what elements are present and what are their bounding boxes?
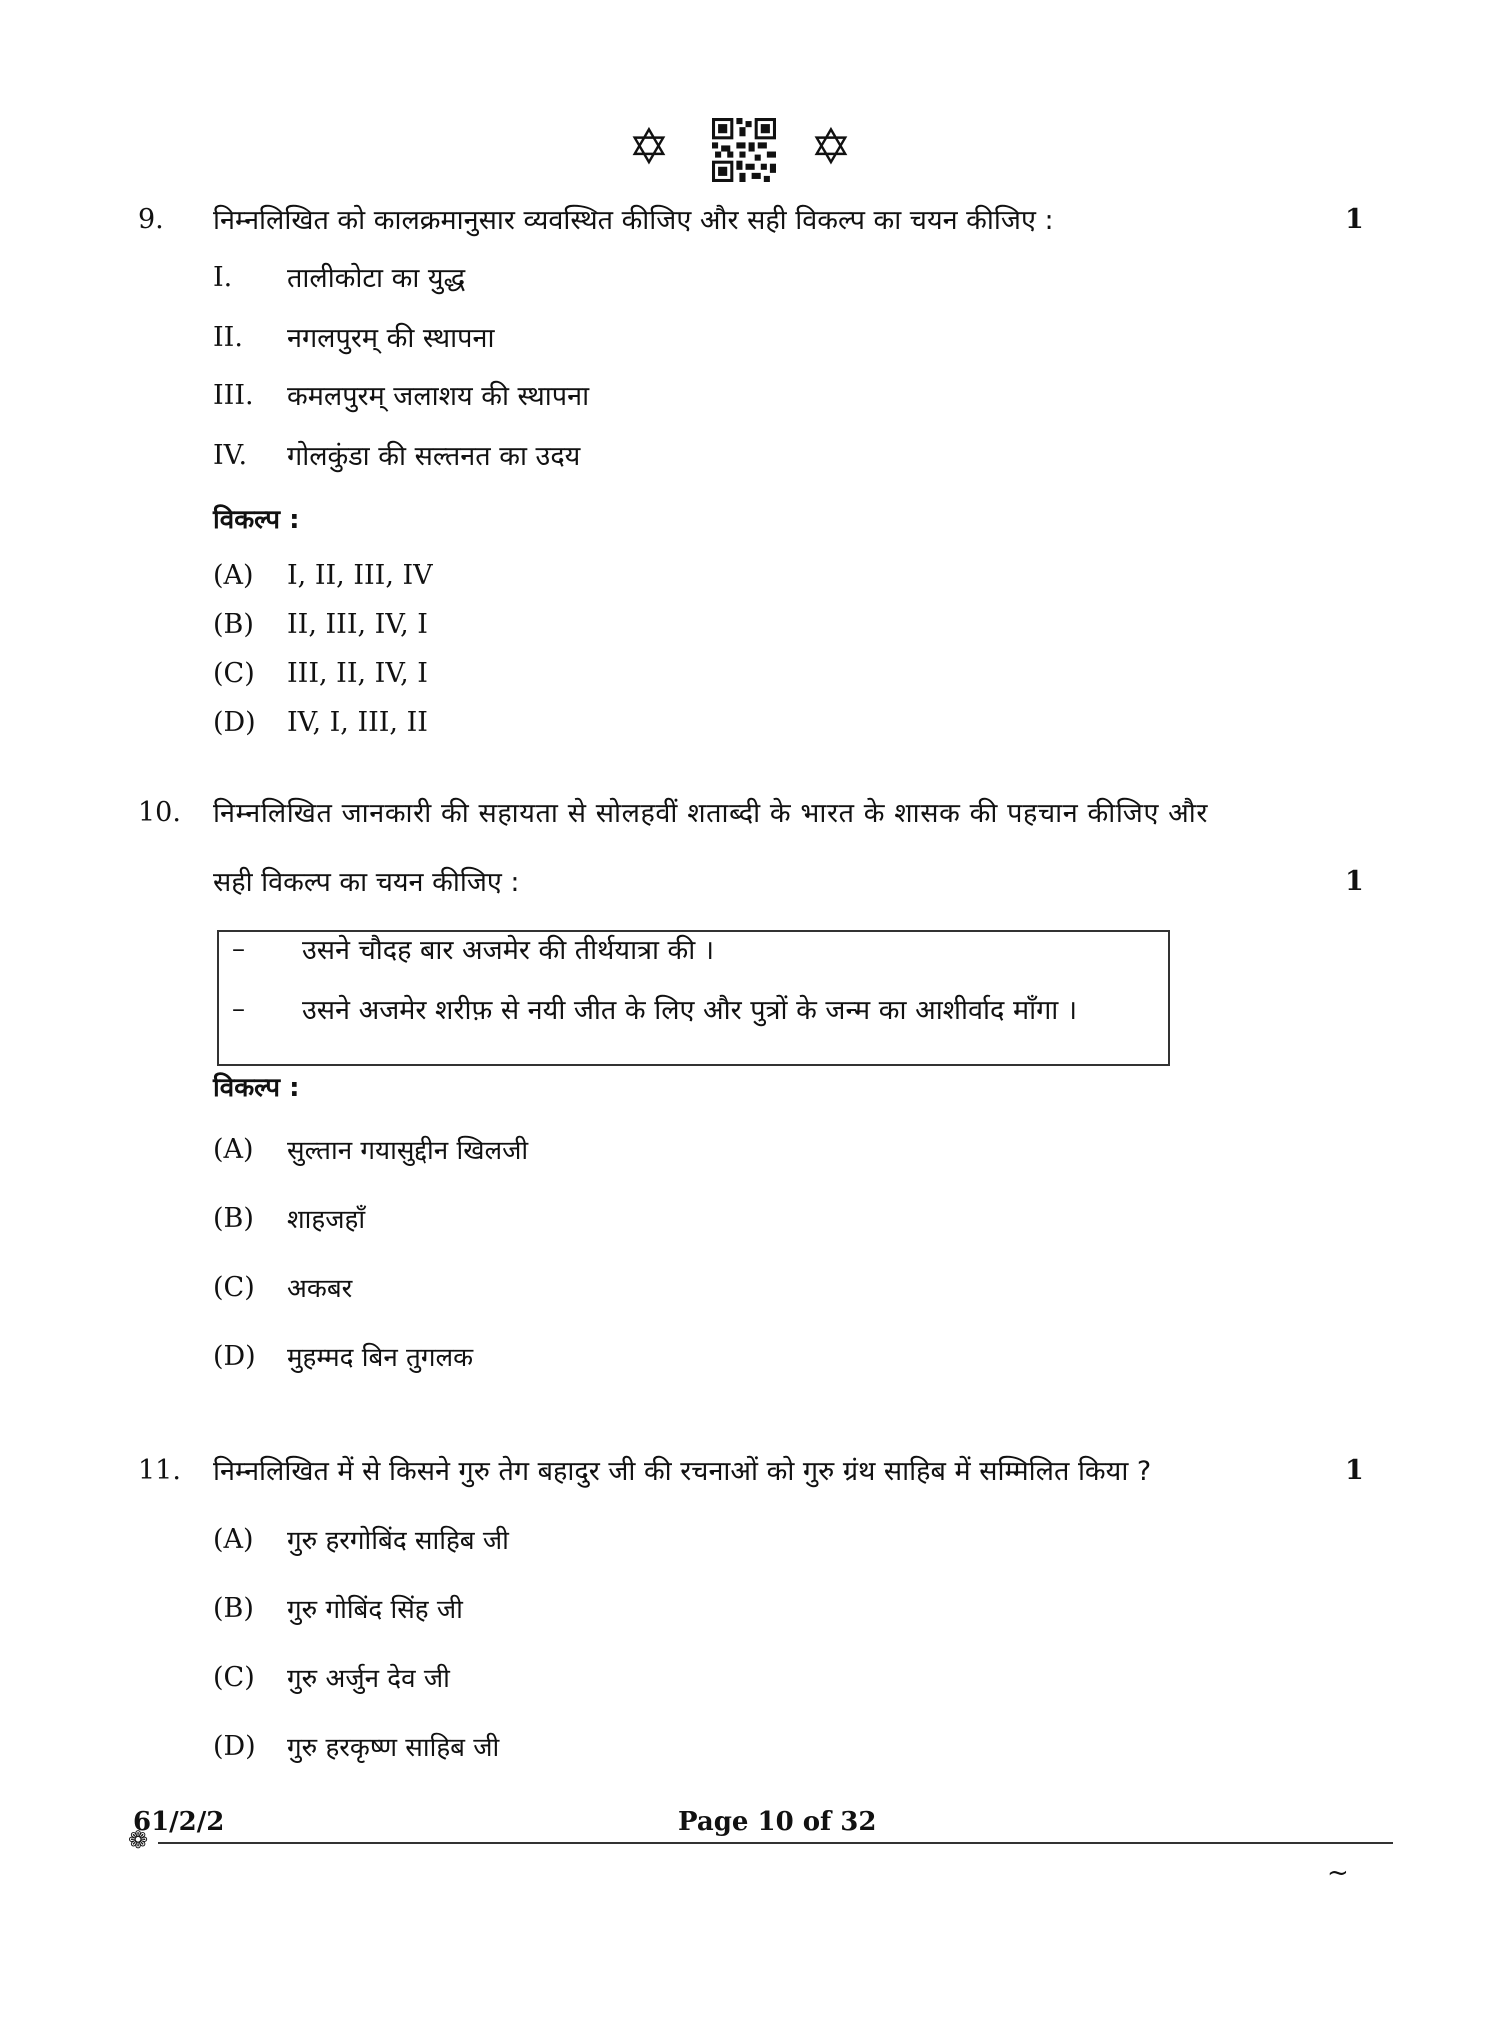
question-text: निम्नलिखित में से किसने गुरु तेग बहादुर जी की रचनाओं को गुरु ग्रंथ साहिब में सम्मिलित किया ? xyxy=(213,1456,1152,1487)
option-text: शाहजहाँ xyxy=(287,1205,366,1235)
option-key: (A) xyxy=(213,560,254,591)
question-text: निम्नलिखित को कालक्रमानुसार व्यवस्थित कीजिए और सही विकल्प का चयन कीजिए : xyxy=(213,205,1054,236)
statement-key: III. xyxy=(213,380,254,411)
option-key: (C) xyxy=(213,1662,255,1693)
option-key: (A) xyxy=(213,1524,254,1555)
question-number: 11. xyxy=(138,1455,181,1486)
flower-ornament-icon: ❁ xyxy=(128,1826,149,1854)
question-text-line2: सही विकल्प का चयन कीजिए : xyxy=(213,867,520,898)
option-key: (D) xyxy=(213,707,256,738)
header-marks xyxy=(0,118,1505,188)
question-text-line1: निम्नलिखित जानकारी की सहायता से सोलहवीं शताब्दी के भारत के शासक की पहचान कीजिए और xyxy=(213,798,1209,829)
statement-text: तालीकोटा का युद्ध xyxy=(287,263,466,294)
options-label: विकल्प : xyxy=(213,505,300,535)
option-text: IV, I, III, II xyxy=(287,707,428,738)
option-text: गुरु हरगोबिंद साहिब जी xyxy=(287,1526,509,1556)
page-number: Page 10 of 32 xyxy=(678,1807,877,1837)
statement-text: नगलपुरम् की स्थापना xyxy=(287,323,495,354)
question-number: 9. xyxy=(138,204,164,235)
question-marks: 1 xyxy=(1345,204,1364,235)
star-of-david-icon: ✡ xyxy=(810,118,852,176)
option-key: (B) xyxy=(213,1593,254,1624)
info-text: उसने चौदह बार अजमेर की तीर्थयात्रा की । xyxy=(302,935,715,966)
bullet-dash: – xyxy=(232,994,245,1024)
option-text: II, III, IV, I xyxy=(287,609,428,640)
question-marks: 1 xyxy=(1345,1455,1364,1486)
bullet-dash: – xyxy=(232,934,245,964)
star-of-david-icon: ✡ xyxy=(628,118,670,176)
option-key: (A) xyxy=(213,1134,254,1165)
option-key: (B) xyxy=(213,609,254,640)
option-key: (B) xyxy=(213,1203,254,1234)
statement-text: गोलकुंडा की सल्तनत का उदय xyxy=(287,441,581,472)
qr-code-icon xyxy=(712,118,776,182)
statement-key: IV. xyxy=(213,440,248,471)
question-marks: 1 xyxy=(1345,866,1364,897)
statement-text: कमलपुरम् जलाशय की स्थापना xyxy=(287,381,590,412)
statement-key: II. xyxy=(213,322,243,353)
option-text: गुरु अर्जुन देव जी xyxy=(287,1664,450,1694)
question-number: 10. xyxy=(138,797,181,828)
info-text: उसने अजमेर शरीफ़ से नयी जीत के लिए और पुत्रों के जन्म का आशीर्वाद माँगा । xyxy=(302,995,1078,1026)
option-key: (D) xyxy=(213,1341,256,1372)
option-text: मुहम्मद बिन तुगलक xyxy=(287,1343,474,1373)
option-text: III, II, IV, I xyxy=(287,658,428,689)
paper-code: 61/2/2 xyxy=(133,1807,225,1837)
statement-key: I. xyxy=(213,262,233,293)
option-text: सुल्तान गयासुद्दीन खिलजी xyxy=(287,1136,529,1166)
footer-divider xyxy=(158,1842,1393,1844)
option-text: गुरु गोबिंद सिंह जी xyxy=(287,1595,463,1625)
option-key: (C) xyxy=(213,658,255,689)
tilde-mark: ~ xyxy=(1327,1858,1349,1888)
option-text: I, II, III, IV xyxy=(287,560,433,591)
option-text: गुरु हरकृष्ण साहिब जी xyxy=(287,1733,500,1763)
options-label: विकल्प : xyxy=(213,1073,300,1103)
option-key: (C) xyxy=(213,1272,255,1303)
option-key: (D) xyxy=(213,1731,256,1762)
option-text: अकबर xyxy=(287,1274,353,1304)
